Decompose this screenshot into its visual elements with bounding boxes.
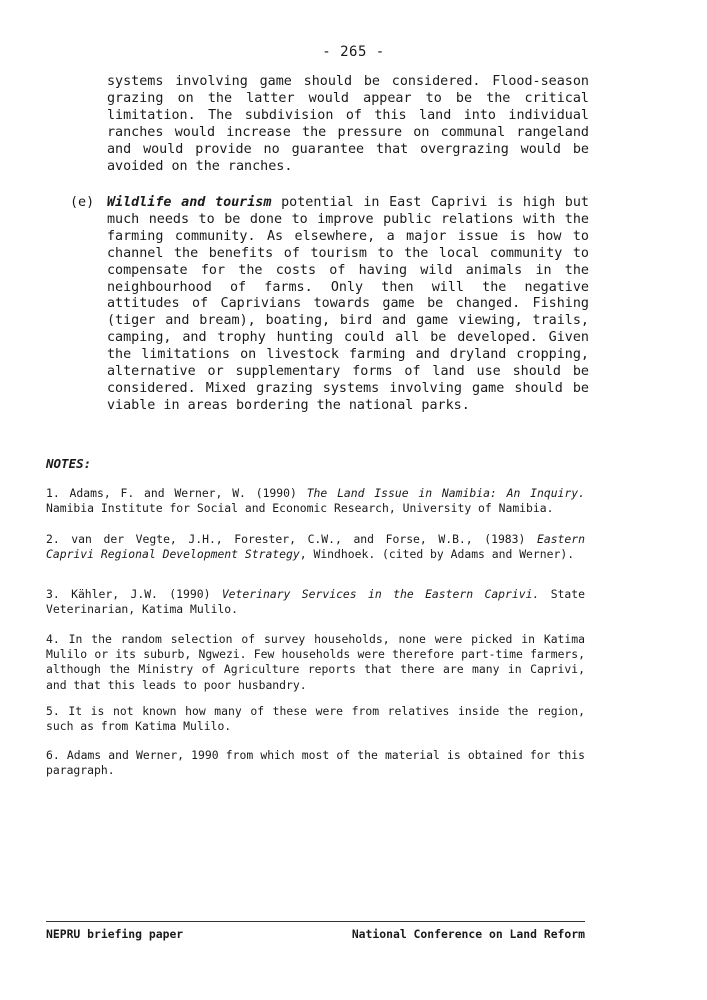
note-2-title: Eastern Caprivi Regional Development Strategy bbox=[46, 532, 585, 562]
note-6: 6. Adams and Werner, 1990 from which most of the material is obtained for this paragraph. bbox=[46, 748, 585, 778]
note-1-text: 1. Adams, F. and Werner, W. (1990) bbox=[46, 486, 307, 500]
note-2-source: , Windhoek. (cited by Adams and Werner). bbox=[299, 547, 575, 562]
notes-heading: NOTES: bbox=[46, 456, 92, 471]
note-4: 4. In the random selection of survey households, none were picked in Katima Mulilo or its suburb, Ngwezi. Few households were therefore part-time farmers, although the Ministry of Agriculture reports that there are many in Caprivi, and that this leads to poor husbandry. bbox=[46, 632, 585, 692]
note-2-text: 2. van der Vegte, J.H., Forester, C.W., and Forse, W.B., (1983) bbox=[46, 532, 537, 546]
note-3-text: 3. Kähler, J.W. (1990) bbox=[46, 587, 222, 601]
item-label-e: (e) bbox=[70, 195, 95, 210]
page-number: - 265 - bbox=[322, 44, 385, 60]
footer-left: NEPRU briefing paper bbox=[46, 927, 184, 941]
footer-right: National Conference on Land Reform bbox=[351, 927, 585, 941]
note-3-source: State Veterinarian, Katima Mulilo. bbox=[46, 587, 585, 617]
paragraph-wildlife-tourism bbox=[107, 195, 589, 415]
footer-divider bbox=[46, 921, 585, 922]
note-1 bbox=[46, 486, 585, 516]
note-1-source: Namibia Institute for Social and Economic Research, University of Namibia. bbox=[46, 501, 554, 516]
note-1-title: The Land Issue in Namibia: An Inquiry. bbox=[306, 486, 585, 500]
item-text: potential in East Caprivi is high but much needs to be done to improve public relations with the farming community. As elsewhere, a major issue is how to channel the benefits of tourism to the local community to compensate for the costs of having wild animals in the neighbourhood of farms. Only then will the negative attitudes of Caprivians towards game be changed. Fishing (tiger and bream), boating, bird and game viewing, trails, camping, and trophy hunting could all be developed. Given the limitations on livestock farming and dryland cropping, alternative or supplementary forms of land use should be considered. Mixed grazing systems involving game should be viable in areas bordering the national parks. bbox=[107, 195, 589, 413]
paragraph-continuation: systems involving game should be considered. Flood-season grazing on the latter would appear to be the critical limitation. The subdivision of this land into individual ranches would increase the pressure on communal rangeland and would provide no guarantee that overgrazing would be avoided on the ranches. bbox=[107, 74, 589, 174]
item-heading: Wildlife and tourism bbox=[107, 195, 272, 210]
note-3 bbox=[46, 587, 585, 617]
note-3-title: Veterinary Services in the Eastern Caprivi. bbox=[221, 587, 540, 601]
note-2 bbox=[46, 532, 585, 562]
note-5: 5. It is not known how many of these were from relatives inside the region, such as from Katima Mulilo. bbox=[46, 704, 585, 734]
